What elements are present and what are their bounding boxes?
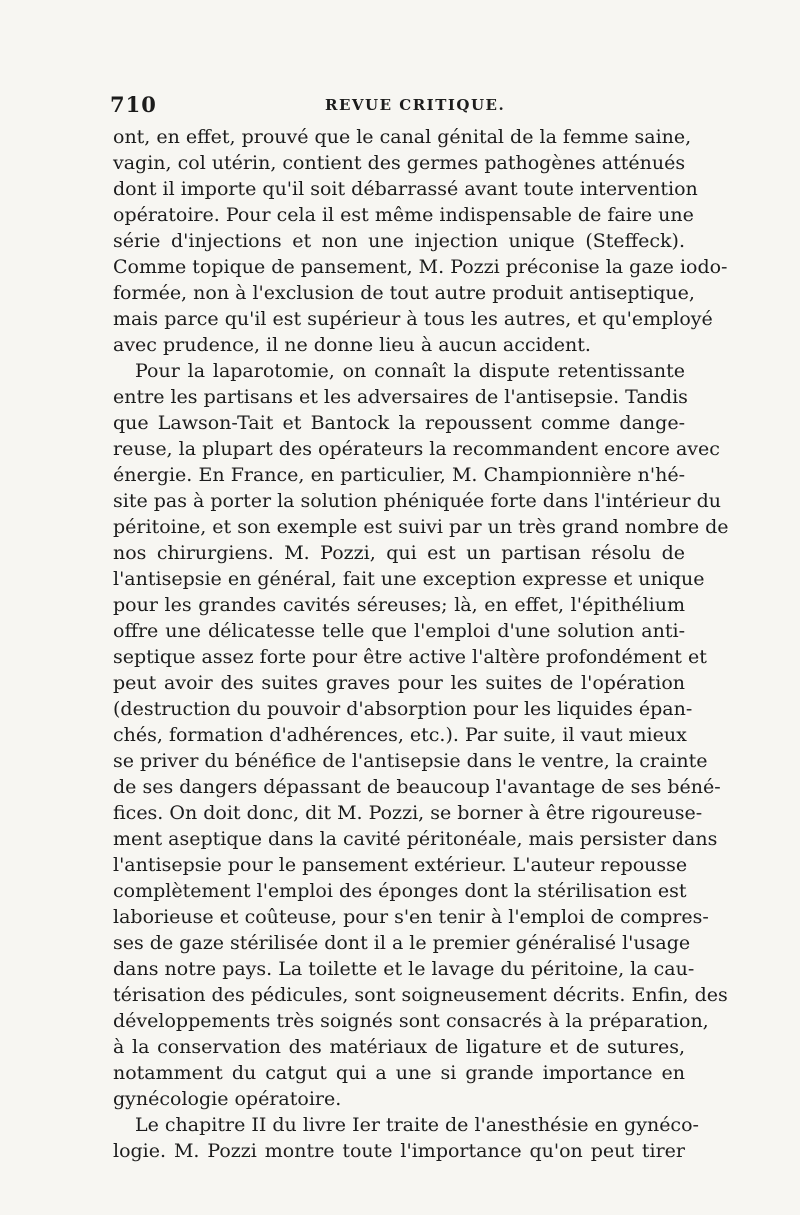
text-line: développements très soignés sont consacrés à la préparation, [113, 1010, 709, 1032]
text-line: avec prudence, il ne donne lieu à aucun accident. [113, 334, 591, 356]
text-line: site pas à porter la solution phéniquée forte dans l'intérieur du [113, 490, 721, 512]
page-number: 710 [110, 92, 157, 117]
text-line: reuse, la plupart des opérateurs la recommandent encore avec [113, 438, 720, 460]
text-line: notamment du catgut qui a une si grande importance en [113, 1062, 685, 1084]
text-line: à la conservation des matériaux de ligature et de sutures, [113, 1036, 685, 1058]
text-line: complètement l'emploi des éponges dont la stérilisation est [113, 880, 687, 902]
text-line: offre une délicatesse telle que l'emploi d'une solution anti- [113, 620, 685, 642]
text-line: opératoire. Pour cela il est même indispensable de faire une [113, 204, 694, 226]
text-line: Pour la laparotomie, on connaît la dispute retentissante [135, 360, 685, 382]
text-line: peut avoir des suites graves pour les suites de l'opération [113, 672, 685, 694]
text-line: ses de gaze stérilisée dont il a le premier généralisé l'usage [113, 932, 691, 954]
text-line: énergie. En France, en particulier, M. Championnière n'hé- [113, 464, 685, 486]
text-line: vagin, col utérin, contient des germes pathogènes atténués [113, 152, 686, 174]
text-line: l'antisepsie en général, fait une exception expresse et unique [113, 568, 705, 590]
text-line: logie. M. Pozzi montre toute l'importance qu'on peut tirer [113, 1140, 685, 1162]
text-line: se priver du bénéfice de l'antisepsie dans le ventre, la crainte [113, 750, 708, 772]
text-line: de ses dangers dépassant de beaucoup l'avantage de ses béné- [113, 776, 721, 798]
text-line: entre les partisans et les adversaires de l'antisepsie. Tandis [113, 386, 688, 408]
text-line: que Lawson-Tait et Bantock la repoussent comme dange- [113, 412, 685, 434]
text-line: Le chapitre II du livre Ier traite de l'anesthésie en gynéco- [135, 1114, 699, 1136]
text-line: laborieuse et coûteuse, pour s'en tenir à l'emploi de compres- [113, 906, 709, 928]
text-line: l'antisepsie pour le pansement extérieur. L'auteur repousse [113, 854, 688, 876]
text-line: gynécologie opératoire. [113, 1088, 342, 1110]
body-text [113, 124, 729, 1164]
running-title: REVUE CRITIQUE. [325, 96, 506, 114]
page-header [110, 92, 690, 122]
text-line: chés, formation d'adhérences, etc.). Par suite, il vaut mieux [113, 724, 687, 746]
text-line: péritoine, et son exemple est suivi par un très grand nombre de [113, 516, 729, 538]
text-line: pour les grandes cavités séreuses; là, en effet, l'épithélium [113, 594, 685, 616]
text-line: série d'injections et non une injection unique (Steffeck). [113, 230, 685, 252]
text-line: septique assez forte pour être active l'altère profondément et [113, 646, 707, 668]
text-line: formée, non à l'exclusion de tout autre produit antiseptique, [113, 282, 695, 304]
text-line: nos chirurgiens. M. Pozzi, qui est un partisan résolu de [113, 542, 685, 564]
text-line: ont, en effet, prouvé que le canal génital de la femme saine, [113, 126, 692, 148]
text-line: ment aseptique dans la cavité péritonéale, mais persister dans [113, 828, 718, 850]
text-line: dans notre pays. La toilette et le lavage du péritoine, la cau- [113, 958, 695, 980]
text-line: térisation des pédicules, sont soigneusement décrits. Enfin, des [113, 984, 728, 1006]
text-line: (destruction du pouvoir d'absorption pour les liquides épan- [113, 698, 693, 720]
text-line: mais parce qu'il est supérieur à tous les autres, et qu'employé [113, 308, 713, 330]
text-line: fices. On doit donc, dit M. Pozzi, se borner à être rigoureuse- [113, 802, 703, 824]
text-line: Comme topique de pansement, M. Pozzi préconise la gaze iodo- [113, 256, 728, 278]
text-line: dont il importe qu'il soit débarrassé avant toute intervention [113, 178, 698, 200]
